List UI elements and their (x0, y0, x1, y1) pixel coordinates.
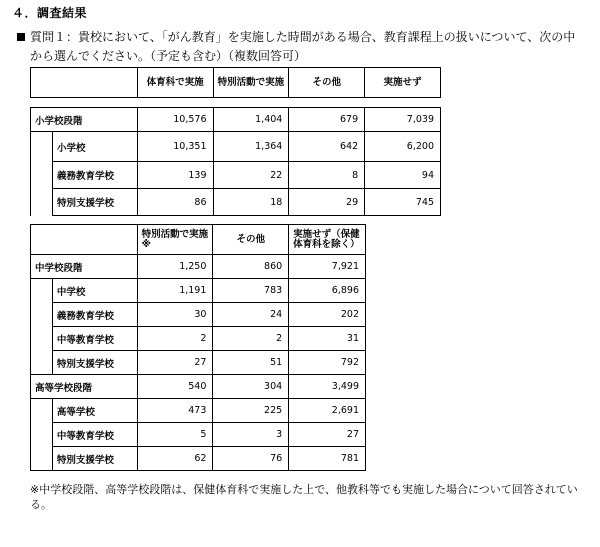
row-value: 5 (137, 423, 213, 447)
indent-cell (31, 399, 53, 471)
header-other: その他 (289, 68, 365, 98)
group-value: 304 (213, 375, 289, 399)
square-bullet-icon (17, 33, 25, 41)
row-value: 2,691 (289, 399, 366, 423)
header-blank-cell (31, 68, 138, 98)
header-special-activities: 特別活動で実施 (213, 68, 289, 98)
row-label: 高等学校 (52, 399, 137, 423)
spacer-row (31, 98, 441, 108)
row-value: 24 (213, 303, 289, 327)
section-heading: ４．調査結果 (12, 6, 88, 20)
row-value: 2 (213, 327, 289, 351)
row-value: 6,200 (365, 132, 441, 162)
indent-cell (31, 279, 53, 375)
row-label: 中等教育学校 (52, 423, 137, 447)
secondary-results-table (30, 224, 366, 471)
row-label: 義務教育学校 (52, 162, 137, 189)
header-not-implemented-excluding-pe: 実施せず（保健体育科を除く） (289, 225, 366, 255)
row-value: 94 (365, 162, 441, 189)
row-value: 30 (137, 303, 213, 327)
row-value: 18 (213, 189, 289, 216)
row-value: 6,896 (289, 279, 366, 303)
header-other: その他 (213, 225, 289, 255)
header-blank-cell (31, 225, 138, 255)
row-value: 781 (289, 447, 366, 471)
group-value: 7,039 (365, 108, 441, 132)
row-value: 86 (137, 189, 213, 216)
row-value: 745 (365, 189, 441, 216)
row-value: 31 (289, 327, 366, 351)
footnote: ※中学校段階、高等学校段階は、保健体育科で実施した上で、他教科等でも実施した場合について回答されている。 (30, 483, 578, 511)
group-value: 860 (213, 255, 289, 279)
row-value: 2 (137, 327, 213, 351)
row-value: 792 (289, 351, 366, 375)
row-value: 27 (137, 351, 213, 375)
row-value: 51 (213, 351, 289, 375)
row-value: 139 (137, 162, 213, 189)
group-value: 7,921 (289, 255, 366, 279)
group-value: 10,576 (137, 108, 213, 132)
row-label: 特別支援学校 (52, 447, 137, 471)
row-value: 1,191 (137, 279, 213, 303)
row-label: 中学校 (52, 279, 137, 303)
row-value: 1,364 (213, 132, 289, 162)
row-value: 29 (289, 189, 365, 216)
row-value: 10,351 (137, 132, 213, 162)
question-text (30, 28, 590, 66)
row-value: 473 (137, 399, 213, 423)
row-label: 特別支援学校 (52, 351, 137, 375)
row-value: 27 (289, 423, 366, 447)
header-special-activities: 特別活動で実施※ (137, 225, 213, 255)
group-label: 小学校段階 (31, 108, 138, 132)
row-value: 202 (289, 303, 366, 327)
row-label: 義務教育学校 (52, 303, 137, 327)
row-label: 小学校 (52, 132, 137, 162)
question-line-2: から選んでください。（予定も含む）（複数回答可） (30, 49, 307, 63)
group-value: 540 (137, 375, 213, 399)
row-value: 642 (289, 132, 365, 162)
row-value: 76 (213, 447, 289, 471)
group-label: 高等学校段階 (31, 375, 138, 399)
row-value: 62 (137, 447, 213, 471)
group-value: 3,499 (289, 375, 366, 399)
row-value: 3 (213, 423, 289, 447)
header-not-implemented: 実施せず (365, 68, 441, 98)
group-value: 679 (289, 108, 365, 132)
group-value: 1,250 (137, 255, 213, 279)
question-line-1: 質問１：貴校において、「がん教育」を実施した時間がある場合、教育課程上の扱いについて、次の中 (30, 30, 576, 44)
row-value: 8 (289, 162, 365, 189)
group-label: 中学校段階 (31, 255, 138, 279)
row-label: 特別支援学校 (52, 189, 137, 216)
header-pe: 体育科で実施 (137, 68, 213, 98)
row-label: 中等教育学校 (52, 327, 137, 351)
row-value: 22 (213, 162, 289, 189)
row-value: 783 (213, 279, 289, 303)
indent-cell (31, 132, 53, 216)
row-value: 225 (213, 399, 289, 423)
group-value: 1,404 (213, 108, 289, 132)
elementary-results-table (30, 67, 441, 216)
